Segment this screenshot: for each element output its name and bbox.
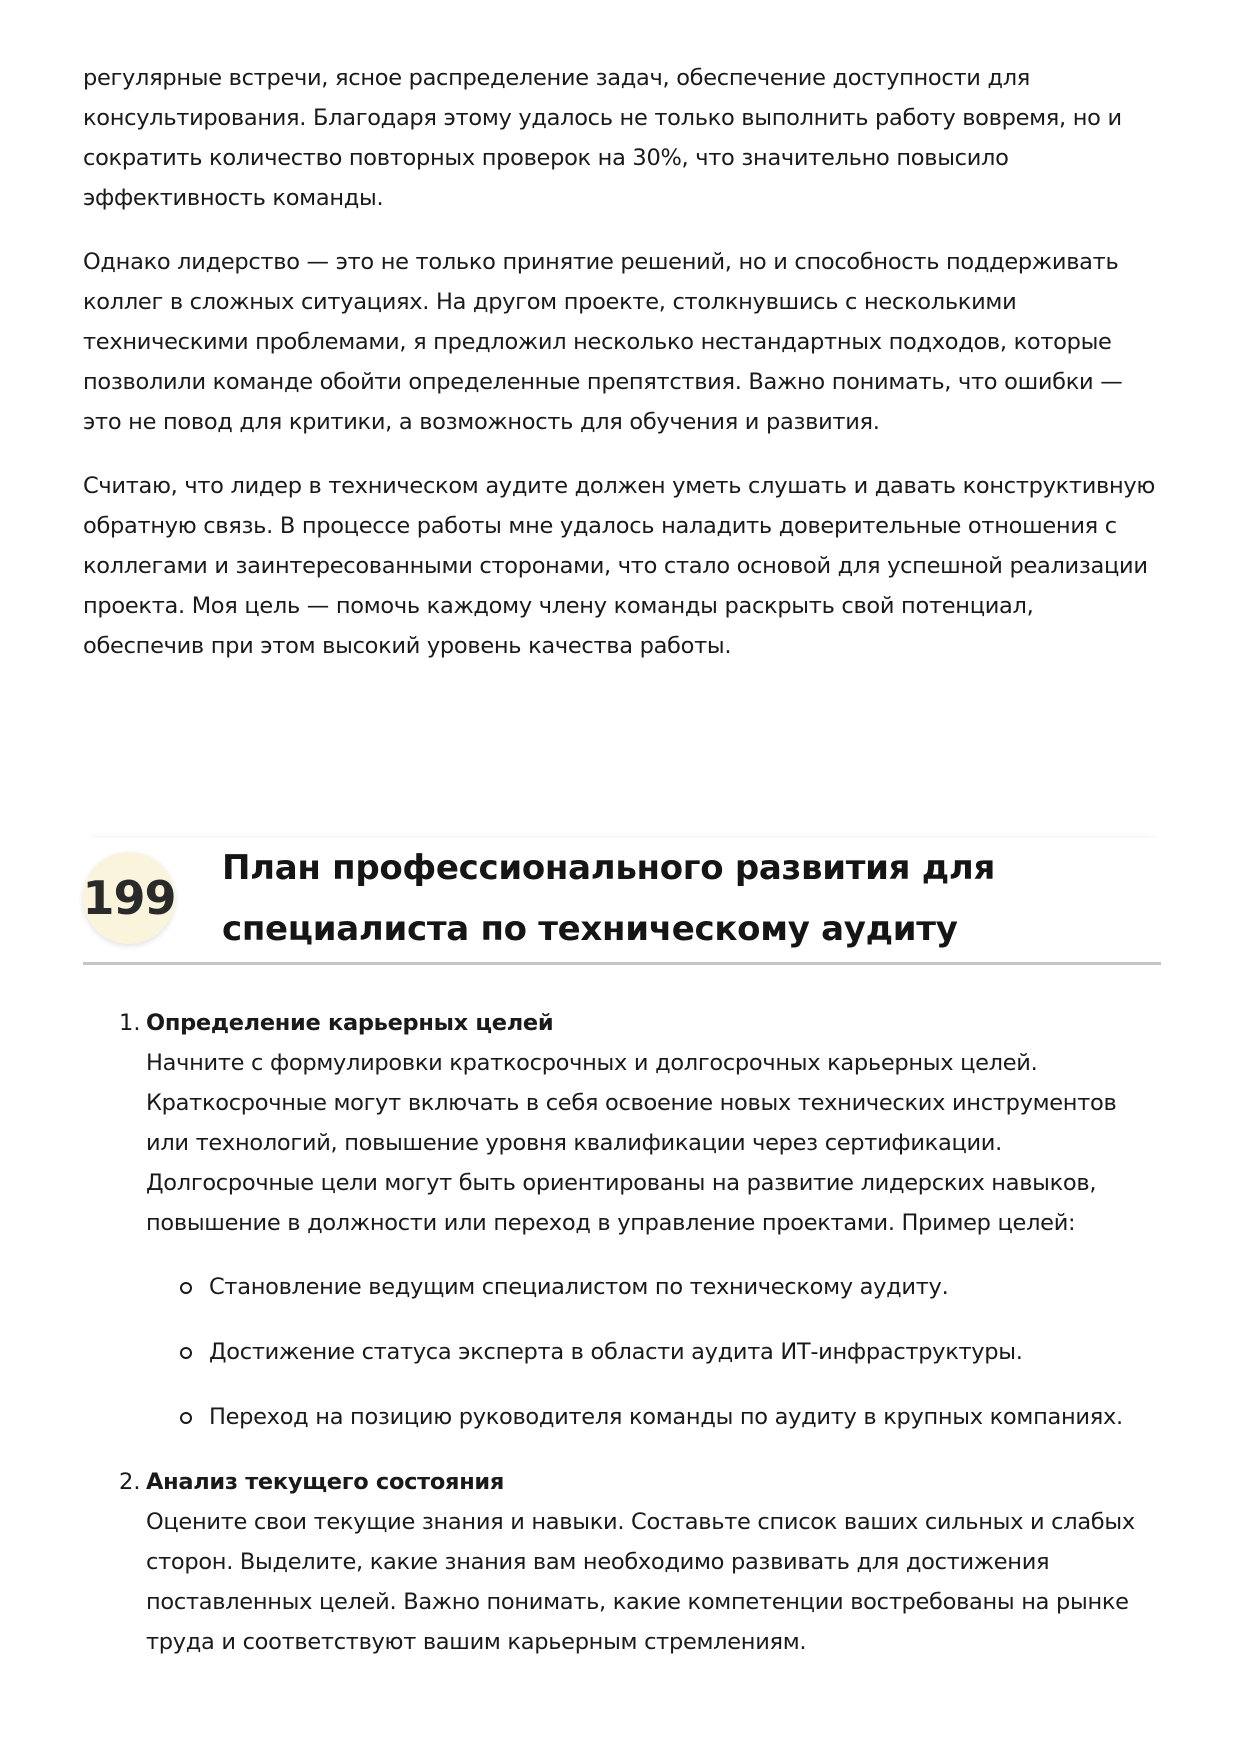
step-item — [83, 1462, 1161, 1662]
step-text: Начните с формулировки краткосрочных и долгосрочных карьерных целей. Краткосрочные могут включать в себя освоение новых технических инструментов или технологий, повышение уровня квалификации через сертификации. Долгосрочные цели могут быть ориентированы на развитие лидерских навыков, повышение в должности или переход в управление проектами. Пример целей: — [146, 1050, 1117, 1236]
intro-paragraph: Однако лидерство — это не только принятие решений, но и способность поддерживать коллег в сложных ситуациях. На другом проекте, столкнувшись с несколькими техническими проблемами, я предложил несколько нестандартных подходов, которые позволили команде обойти определенные препятствия. Важно понимать, что ошибки — это не повод для критики, а возможность для обучения и развития. — [83, 249, 1123, 435]
document-page — [83, 58, 1161, 1684]
circle-bullet-icon — [180, 1412, 192, 1424]
goal-item — [146, 1397, 1161, 1437]
chapter-header — [83, 838, 1161, 965]
circle-bullet-icon — [180, 1282, 192, 1294]
chapter-title: План профессионального развития для специалиста по техническому аудиту — [222, 848, 996, 949]
goal-text: Переход на позицию руководителя команды по аудиту в крупных компаниях. — [209, 1404, 1123, 1430]
section-gap — [83, 690, 1161, 838]
goal-text: Становление ведущим специалистом по техническому аудиту. — [209, 1274, 949, 1300]
step-text: Оцените свои текущие знания и навыки. Составьте список ваших сильных и слабых сторон. Выделите, какие знания вам необходимо развивать для достижения поставленных целей. Важно понимать, какие компетенции востребованы на рынке труда и соответствуют вашим карьерным стремлениям. — [146, 1509, 1135, 1655]
intro-paragraph: Считаю, что лидер в техническом аудите должен уметь слушать и давать конструктивную обратную связь. В процессе работы мне удалось наладить доверительные отношения с коллегами и заинтересованными сторонами, что стало основой для успешной реализации проекта. Моя цель — помочь каждому члену команды раскрыть свой потенциал, обеспечив при этом высокий уровень качества работы. — [83, 473, 1156, 659]
chapter-number-badge — [83, 852, 175, 944]
step-title: Определение карьерных целей — [146, 1010, 554, 1036]
intro-paragraph: регулярные встречи, ясное распределение задач, обеспечение доступности для консультирования. Благодаря этому удалось не только выполнить работу вовремя, но и сократить количество повторных проверок на 30%, что значительно повысило эффективность команды. — [83, 65, 1122, 211]
circle-bullet-icon — [180, 1347, 192, 1359]
step-item — [83, 1003, 1161, 1437]
steps-list — [83, 1003, 1161, 1662]
goal-text: Достижение статуса эксперта в области аудита ИТ-инфраструктуры. — [209, 1339, 1023, 1365]
step-number: 1. — [119, 1010, 141, 1036]
step-title: Анализ текущего состояния — [146, 1469, 505, 1495]
step-number: 2. — [119, 1469, 141, 1495]
goal-item — [146, 1332, 1161, 1372]
goals-list — [146, 1267, 1161, 1437]
goal-item — [146, 1267, 1161, 1307]
chapter-number: 199 — [82, 871, 176, 925]
